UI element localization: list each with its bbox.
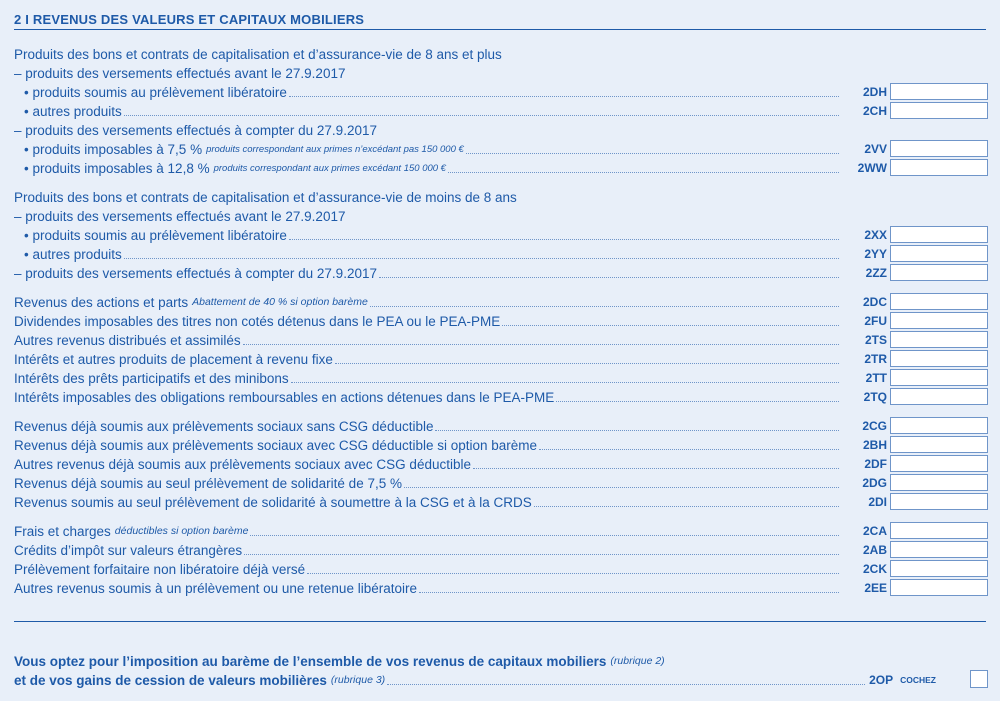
amount-input-2DG[interactable]: [890, 474, 988, 491]
leader-dots: [243, 344, 839, 345]
box-code: 2BH: [862, 438, 887, 452]
box-code: 2DG: [862, 476, 887, 490]
leader-dots: [448, 172, 839, 173]
row-label: Prélèvement forfaitaire non libératoire déjà versé: [14, 562, 306, 577]
option-text: et de vos gains de cession de valeurs mobilières: [14, 673, 327, 688]
leader-dots: [379, 277, 839, 278]
leader-dots: [534, 506, 839, 507]
box-code: 2CG: [862, 419, 887, 433]
box-code: 2OP: [869, 673, 894, 687]
leader-dots: [404, 487, 839, 488]
row-note: produits correspondant aux primes n’excédant pas 150 000 €: [206, 144, 464, 155]
amount-input-2TS[interactable]: [890, 331, 988, 348]
group-heading-text: Produits des bons et contrats de capitalisation et d’assurance-vie de moins de 8 ans: [14, 190, 517, 205]
box-code: 2AB: [862, 543, 887, 557]
checkbox-label: COCHEZ: [900, 675, 936, 685]
leader-dots: [291, 382, 839, 383]
section-divider: [14, 621, 986, 622]
amount-input-2ZZ[interactable]: [890, 264, 988, 281]
amount-input-2TR[interactable]: [890, 350, 988, 367]
form-row-2DF: [14, 453, 988, 472]
row-label: Dividendes imposables des titres non cotés détenus dans le PEA ou le PEA-PME: [14, 314, 501, 329]
form-row-2TQ: [14, 386, 988, 405]
row-note: produits correspondant aux primes excédant 150 000 €: [213, 163, 446, 174]
leader-dots: [244, 554, 839, 555]
box-code: 2TQ: [863, 390, 887, 404]
option-note: (rubrique 3): [330, 674, 386, 686]
leader-dots: [307, 573, 839, 574]
form-row-2AB: [14, 539, 988, 558]
row-label: Frais et charges: [14, 524, 111, 539]
box-code: 2EE: [864, 581, 887, 595]
amount-input-2XX[interactable]: [890, 226, 988, 243]
section-top-rule: [14, 29, 986, 30]
box-code: 2YY: [864, 247, 887, 261]
sub-heading-text: – produits des versements effectués à compter du 27.9.2017: [14, 123, 377, 138]
form-row-2VV: [14, 138, 988, 157]
form-row-2TS: [14, 329, 988, 348]
option-line-2: [14, 669, 988, 688]
row-label: • produits soumis au prélèvement libératoire: [24, 228, 287, 243]
row-label: Autres revenus distribués et assimilés: [14, 333, 241, 348]
amount-input-2AB[interactable]: [890, 541, 988, 558]
leader-dots: [556, 401, 839, 402]
row-label: Revenus déjà soumis au seul prélèvement de solidarité de 7,5 %: [14, 476, 402, 491]
box-code: 2DI: [868, 495, 887, 509]
option-line-1: [14, 650, 988, 669]
box-code: 2CK: [862, 562, 887, 576]
leader-dots: [466, 153, 839, 154]
group-heading: [14, 43, 988, 62]
amount-input-2FU[interactable]: [890, 312, 988, 329]
leader-dots: [435, 430, 839, 431]
group-heading: [14, 186, 988, 205]
form-row-2WW: [14, 157, 988, 176]
form-row-2DG: [14, 472, 988, 491]
box-code: 2DF: [864, 457, 887, 471]
form-row-2XX: [14, 224, 988, 243]
row-label: • produits imposables à 12,8 %: [24, 161, 210, 176]
form-row-2EE: [14, 577, 988, 596]
row-label: Revenus déjà soumis aux prélèvements sociaux avec CSG déductible si option barème: [14, 438, 538, 453]
option-note: (rubrique 2): [610, 655, 665, 667]
box-code: 2DC: [862, 295, 887, 309]
amount-input-2DH[interactable]: [890, 83, 988, 100]
box-code: 2WW: [857, 161, 887, 175]
box-code: 2CH: [862, 104, 887, 118]
row-label: • autres produits: [24, 104, 122, 119]
amount-input-2TQ[interactable]: [890, 388, 988, 405]
box-code: 2XX: [864, 228, 887, 242]
form-row-2CK: [14, 558, 988, 577]
sub-heading: [14, 62, 988, 81]
box-code: 2TT: [865, 371, 887, 385]
amount-input-2CK[interactable]: [890, 560, 988, 577]
row-label: Intérêts des prêts participatifs et des minibons: [14, 371, 289, 386]
row-label: Autres revenus déjà soumis aux prélèvements sociaux avec CSG déductible: [14, 457, 471, 472]
group-heading-text: Produits des bons et contrats de capitalisation et d’assurance-vie de 8 ans et plus: [14, 47, 502, 62]
leader-dots: [289, 96, 839, 97]
form-row-2TR: [14, 348, 988, 367]
row-label: Crédits d’impôt sur valeurs étrangères: [14, 543, 243, 558]
box-code: 2VV: [864, 142, 887, 156]
form-row-2BH: [14, 434, 988, 453]
leader-dots: [289, 239, 839, 240]
row-label: Intérêts imposables des obligations remboursables en actions détenues dans le PEA-PME: [14, 390, 555, 405]
form-row-2FU: [14, 310, 988, 329]
sub-heading-text: – produits des versements effectués avant le 27.9.2017: [14, 209, 346, 224]
leader-dots: [502, 325, 839, 326]
leader-dots: [419, 592, 839, 593]
row-note: déductibles si option barème: [114, 525, 249, 537]
row-label: Revenus soumis au seul prélèvement de solidarité à soumettre à la CSG et à la CRDS: [14, 495, 532, 510]
row-label: Intérêts et autres produits de placement à revenu fixe: [14, 352, 333, 367]
amount-input-2YY[interactable]: [890, 245, 988, 262]
form-row-2DI: [14, 491, 988, 510]
amount-input-2BH[interactable]: [890, 436, 988, 453]
sub-heading: [14, 205, 988, 224]
box-code: 2DH: [862, 85, 887, 99]
row-label: – produits des versements effectués à compter du 27.9.2017: [14, 266, 377, 281]
sub-heading-text: – produits des versements effectués avant le 27.9.2017: [14, 66, 346, 81]
box-code: 2ZZ: [865, 266, 887, 280]
form-row-2CG: [14, 415, 988, 434]
amount-input-2CG[interactable]: [890, 417, 988, 434]
box-code: 2TS: [864, 333, 887, 347]
amount-input-2EE[interactable]: [890, 579, 988, 596]
amount-input-2TT[interactable]: [890, 369, 988, 386]
amount-input-2CA[interactable]: [890, 522, 988, 539]
leader-dots: [124, 115, 839, 116]
amount-input-2DI[interactable]: [890, 493, 988, 510]
row-label: Revenus déjà soumis aux prélèvements sociaux sans CSG déductible: [14, 419, 434, 434]
row-label: • produits imposables à 7,5 %: [24, 142, 203, 157]
leader-dots: [473, 468, 839, 469]
form-row-2YY: [14, 243, 988, 262]
leader-dots: [370, 306, 839, 307]
amount-input-2CH[interactable]: [890, 102, 988, 119]
amount-input-2DC[interactable]: [890, 293, 988, 310]
sub-heading: [14, 119, 988, 138]
leader-dots: [387, 684, 865, 685]
leader-dots: [124, 258, 839, 259]
section-title: 2 I REVENUS DES VALEURS ET CAPITAUX MOBILIERS: [14, 12, 365, 27]
amount-input-2VV[interactable]: [890, 140, 988, 157]
row-label: Revenus des actions et parts: [14, 295, 189, 310]
leader-dots: [539, 449, 839, 450]
form-row-2CH: [14, 100, 988, 119]
amount-input-2WW[interactable]: [890, 159, 988, 176]
amount-input-2DF[interactable]: [890, 455, 988, 472]
leader-dots: [250, 535, 839, 536]
form-row-2DC: [14, 291, 988, 310]
row-label: Autres revenus soumis à un prélèvement ou une retenue libératoire: [14, 581, 417, 596]
row-label: • produits soumis au prélèvement libératoire: [24, 85, 287, 100]
option-text: Vous optez pour l’imposition au barème de l’ensemble de vos revenus de capitaux mobiliers: [14, 654, 607, 669]
form-row-2TT: [14, 367, 988, 386]
form-row-2CA: [14, 520, 988, 539]
box-code: 2FU: [864, 314, 887, 328]
row-note: Abattement de 40 % si option barème: [192, 296, 368, 308]
box-code: 2TR: [864, 352, 887, 366]
option-checkbox-2OP[interactable]: [970, 670, 988, 688]
leader-dots: [335, 363, 839, 364]
box-code: 2CA: [862, 524, 887, 538]
form-row-2DH: [14, 81, 988, 100]
row-label: • autres produits: [24, 247, 122, 262]
form-row-2ZZ: [14, 262, 988, 281]
